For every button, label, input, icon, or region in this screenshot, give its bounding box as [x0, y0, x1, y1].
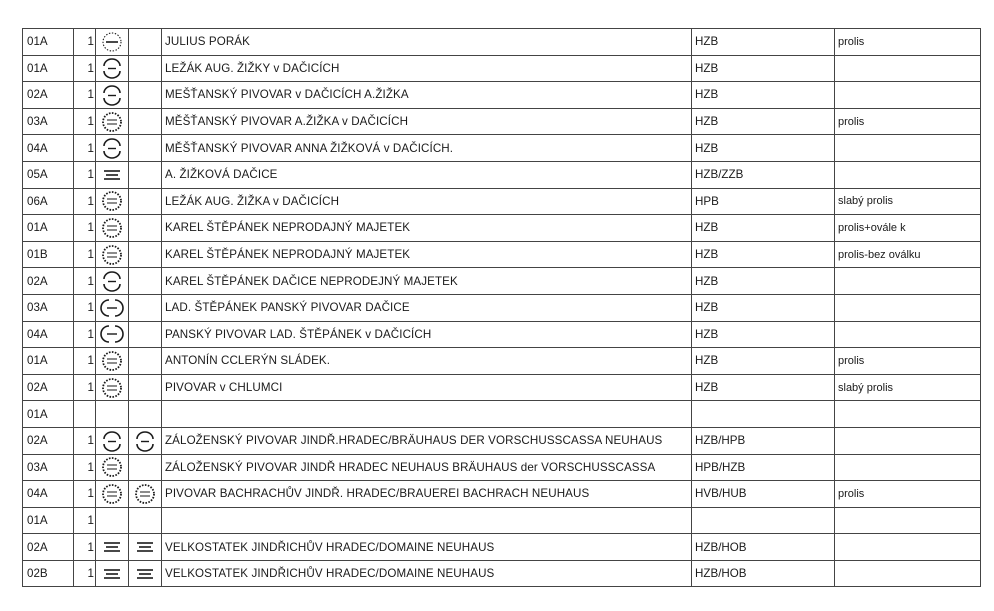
row-quantity: 1	[74, 215, 96, 242]
stamp-cell-secondary	[129, 215, 162, 242]
bars-stamp-icon	[132, 563, 158, 585]
stamp-cell-secondary	[129, 55, 162, 82]
stamp-cell-secondary	[129, 135, 162, 162]
row-inscription: A. ŽIŽKOVÁ DAČICE	[162, 161, 692, 188]
table-row	[23, 481, 981, 508]
row-type: HZB	[692, 374, 835, 401]
row-quantity: 1	[74, 454, 96, 481]
row-inscription: KAREL ŠTĚPÁNEK NEPRODAJNÝ MAJETEK	[162, 215, 692, 242]
row-note: slabý prolis	[835, 188, 981, 215]
table-row	[23, 454, 981, 481]
stamp-cell-secondary	[129, 294, 162, 321]
bracket-circle-stamp-icon	[99, 297, 125, 319]
stamp-cell-primary	[96, 82, 129, 109]
table-row	[23, 560, 981, 587]
dotted-circle-stamp-icon	[99, 190, 125, 212]
stamp-cell-primary	[96, 348, 129, 375]
row-type: HZB	[692, 241, 835, 268]
dotted-circle-stamp-icon	[99, 456, 125, 478]
row-code: 04A	[23, 481, 74, 508]
row-type: HZB	[692, 268, 835, 295]
arcs-stamp-icon	[99, 57, 125, 79]
row-quantity: 1	[74, 268, 96, 295]
row-note	[835, 82, 981, 109]
arcs-stamp-icon	[132, 430, 158, 452]
stamp-cell-primary	[96, 29, 129, 56]
table-row	[23, 82, 981, 109]
row-inscription: LAD. ŠTĚPÁNEK PANSKÝ PIVOVAR DAČICE	[162, 294, 692, 321]
row-code: 01A	[23, 401, 74, 428]
row-code: 02A	[23, 82, 74, 109]
row-type: HZB	[692, 55, 835, 82]
row-code: 01A	[23, 29, 74, 56]
row-quantity: 1	[74, 82, 96, 109]
row-note	[835, 55, 981, 82]
row-quantity: 1	[74, 481, 96, 508]
row-quantity: 1	[74, 55, 96, 82]
row-inscription: PIVOVAR BACHRACHŮV JINDŘ. HRADEC/BRAUEREI BACHRACH NEUHAUS	[162, 481, 692, 508]
row-code: 02A	[23, 534, 74, 561]
stamp-cell-secondary	[129, 321, 162, 348]
row-inscription: MĚŠŤANSKÝ PIVOVAR A.ŽIŽKA v DAČICÍCH	[162, 108, 692, 135]
dotted-circle-stamp-icon	[99, 377, 125, 399]
row-quantity: 1	[74, 321, 96, 348]
row-note	[835, 454, 981, 481]
table-row	[23, 427, 981, 454]
stamp-cell-secondary	[129, 560, 162, 587]
stamp-cell-primary	[96, 294, 129, 321]
row-inscription: MĚŠŤANSKÝ PIVOVAR ANNA ŽIŽKOVÁ v DAČICÍCH.	[162, 135, 692, 162]
table-row	[23, 401, 981, 428]
row-type: HZB	[692, 135, 835, 162]
row-note: slabý prolis	[835, 374, 981, 401]
row-note	[835, 534, 981, 561]
stamp-cell-secondary	[129, 401, 162, 428]
row-note	[835, 321, 981, 348]
stamp-cell-primary	[96, 188, 129, 215]
bars-stamp-icon	[99, 563, 125, 585]
arcs-stamp-icon	[99, 84, 125, 106]
bars-stamp-icon	[99, 536, 125, 558]
stamp-cell-primary	[96, 454, 129, 481]
dotted-circle-stamp-icon	[99, 111, 125, 133]
dotted-circle-stamp-icon	[99, 244, 125, 266]
row-type: HZB/HOB	[692, 560, 835, 587]
row-inscription: JULIUS PORÁK	[162, 29, 692, 56]
row-code: 03A	[23, 108, 74, 135]
stamp-cell-primary	[96, 241, 129, 268]
stamp-cell-secondary	[129, 534, 162, 561]
row-code: 04A	[23, 135, 74, 162]
row-code: 01A	[23, 507, 74, 534]
row-quantity: 1	[74, 374, 96, 401]
row-inscription	[162, 507, 692, 534]
row-code: 06A	[23, 188, 74, 215]
row-quantity: 1	[74, 534, 96, 561]
circle-dotted-bar-stamp-icon	[99, 31, 125, 53]
row-type: HVB/HUB	[692, 481, 835, 508]
row-code: 03A	[23, 454, 74, 481]
row-quantity: 1	[74, 161, 96, 188]
row-type: HZB	[692, 294, 835, 321]
stamp-cell-secondary	[129, 188, 162, 215]
table-row	[23, 108, 981, 135]
row-type: HZB	[692, 321, 835, 348]
table-row	[23, 55, 981, 82]
row-type: HZB	[692, 108, 835, 135]
arcs-stamp-icon	[99, 430, 125, 452]
row-quantity: 1	[74, 29, 96, 56]
row-code: 02A	[23, 427, 74, 454]
row-inscription: KAREL ŠTĚPÁNEK DAČICE NEPRODEJNÝ MAJETEK	[162, 268, 692, 295]
stamp-cell-secondary	[129, 507, 162, 534]
row-type: HZB	[692, 29, 835, 56]
arcs-stamp-icon	[99, 270, 125, 292]
row-type	[692, 507, 835, 534]
row-quantity	[74, 401, 96, 428]
stamp-cell-secondary	[129, 348, 162, 375]
row-note	[835, 427, 981, 454]
row-type: HZB/ZZB	[692, 161, 835, 188]
stamp-cell-primary	[96, 560, 129, 587]
row-inscription: VELKOSTATEK JINDŘICHŮV HRADEC/DOMAINE NEUHAUS	[162, 560, 692, 587]
row-note: prolis	[835, 29, 981, 56]
stamp-cell-primary	[96, 481, 129, 508]
table-row	[23, 268, 981, 295]
row-code: 02B	[23, 560, 74, 587]
row-inscription	[162, 401, 692, 428]
stamp-cell-secondary	[129, 82, 162, 109]
row-note: prolis	[835, 108, 981, 135]
stamp-cell-primary	[96, 401, 129, 428]
row-quantity: 1	[74, 560, 96, 587]
bracket-circle-stamp-icon	[99, 323, 125, 345]
row-inscription: ANTONÍN CCLERÝN SLÁDEK.	[162, 348, 692, 375]
stamp-cell-secondary	[129, 427, 162, 454]
stamp-cell-primary	[96, 108, 129, 135]
row-note	[835, 507, 981, 534]
row-code: 01A	[23, 55, 74, 82]
stamp-cell-secondary	[129, 241, 162, 268]
row-type: HPB/HZB	[692, 454, 835, 481]
row-note	[835, 161, 981, 188]
row-type: HZB	[692, 82, 835, 109]
stamp-cell-secondary	[129, 374, 162, 401]
row-code: 01A	[23, 215, 74, 242]
row-note	[835, 294, 981, 321]
row-type	[692, 401, 835, 428]
table-row	[23, 29, 981, 56]
table-row	[23, 161, 981, 188]
bars-stamp-icon	[99, 164, 125, 186]
table-row	[23, 534, 981, 561]
row-inscription: PIVOVAR v CHLUMCI	[162, 374, 692, 401]
row-inscription: LEŽÁK AUG. ŽIŽKA v DAČICÍCH	[162, 188, 692, 215]
stamp-cell-primary	[96, 161, 129, 188]
stamp-cell-secondary	[129, 268, 162, 295]
row-code: 01A	[23, 348, 74, 375]
stamp-cell-primary	[96, 321, 129, 348]
table-row	[23, 215, 981, 242]
row-inscription: LEŽÁK AUG. ŽIŽKY v DAČICÍCH	[162, 55, 692, 82]
stamp-cell-primary	[96, 427, 129, 454]
stamp-cell-secondary	[129, 161, 162, 188]
table-row	[23, 507, 981, 534]
table-row	[23, 321, 981, 348]
row-inscription: PANSKÝ PIVOVAR LAD. ŠTĚPÁNEK v DAČICÍCH	[162, 321, 692, 348]
row-quantity: 1	[74, 294, 96, 321]
row-code: 05A	[23, 161, 74, 188]
row-quantity: 1	[74, 188, 96, 215]
row-type: HZB/HPB	[692, 427, 835, 454]
inventory-table-body	[23, 29, 981, 587]
stamp-cell-primary	[96, 55, 129, 82]
row-type: HPB	[692, 188, 835, 215]
table-row	[23, 294, 981, 321]
inventory-table	[22, 28, 981, 587]
dotted-circle-stamp-icon	[99, 350, 125, 372]
stamp-cell-secondary	[129, 108, 162, 135]
table-row	[23, 348, 981, 375]
row-inscription: VELKOSTATEK JINDŘICHŮV HRADEC/DOMAINE NEUHAUS	[162, 534, 692, 561]
stamp-cell-primary	[96, 507, 129, 534]
row-code: 02A	[23, 374, 74, 401]
dotted-circle-stamp-icon	[99, 483, 125, 505]
inventory-sheet	[22, 28, 981, 587]
row-note	[835, 268, 981, 295]
row-note	[835, 401, 981, 428]
table-row	[23, 374, 981, 401]
row-type: HZB	[692, 348, 835, 375]
arcs-stamp-icon	[99, 137, 125, 159]
row-note: prolis	[835, 481, 981, 508]
row-inscription: ZÁLOŽENSKÝ PIVOVAR JINDŘ HRADEC NEUHAUS BRÄUHAUS der VORSCHUSSCASSA	[162, 454, 692, 481]
row-inscription: ZÁLOŽENSKÝ PIVOVAR JINDŘ.HRADEC/BRÄUHAUS DER VORSCHUSSCASSA NEUHAUS	[162, 427, 692, 454]
bars-stamp-icon	[132, 536, 158, 558]
row-type: HZB	[692, 215, 835, 242]
dotted-circle-stamp-icon	[99, 217, 125, 239]
row-note: prolis+ovále k	[835, 215, 981, 242]
row-quantity: 1	[74, 108, 96, 135]
row-note: prolis-bez oválku	[835, 241, 981, 268]
row-quantity: 1	[74, 507, 96, 534]
row-note	[835, 560, 981, 587]
row-quantity: 1	[74, 348, 96, 375]
row-quantity: 1	[74, 241, 96, 268]
dotted-circle-stamp-icon	[132, 483, 158, 505]
stamp-cell-secondary	[129, 454, 162, 481]
row-inscription: KAREL ŠTĚPÁNEK NEPRODAJNÝ MAJETEK	[162, 241, 692, 268]
stamp-cell-secondary	[129, 29, 162, 56]
table-row	[23, 241, 981, 268]
row-note: prolis	[835, 348, 981, 375]
table-row	[23, 135, 981, 162]
row-code: 04A	[23, 321, 74, 348]
row-quantity: 1	[74, 427, 96, 454]
row-code: 01B	[23, 241, 74, 268]
row-inscription: MEŠŤANSKÝ PIVOVAR v DAČICÍCH A.ŽIŽKA	[162, 82, 692, 109]
stamp-cell-secondary	[129, 481, 162, 508]
stamp-cell-primary	[96, 135, 129, 162]
stamp-cell-primary	[96, 215, 129, 242]
stamp-cell-primary	[96, 268, 129, 295]
stamp-cell-primary	[96, 534, 129, 561]
row-note	[835, 135, 981, 162]
row-type: HZB/HOB	[692, 534, 835, 561]
row-code: 02A	[23, 268, 74, 295]
row-quantity: 1	[74, 135, 96, 162]
row-code: 03A	[23, 294, 74, 321]
table-row	[23, 188, 981, 215]
stamp-cell-primary	[96, 374, 129, 401]
